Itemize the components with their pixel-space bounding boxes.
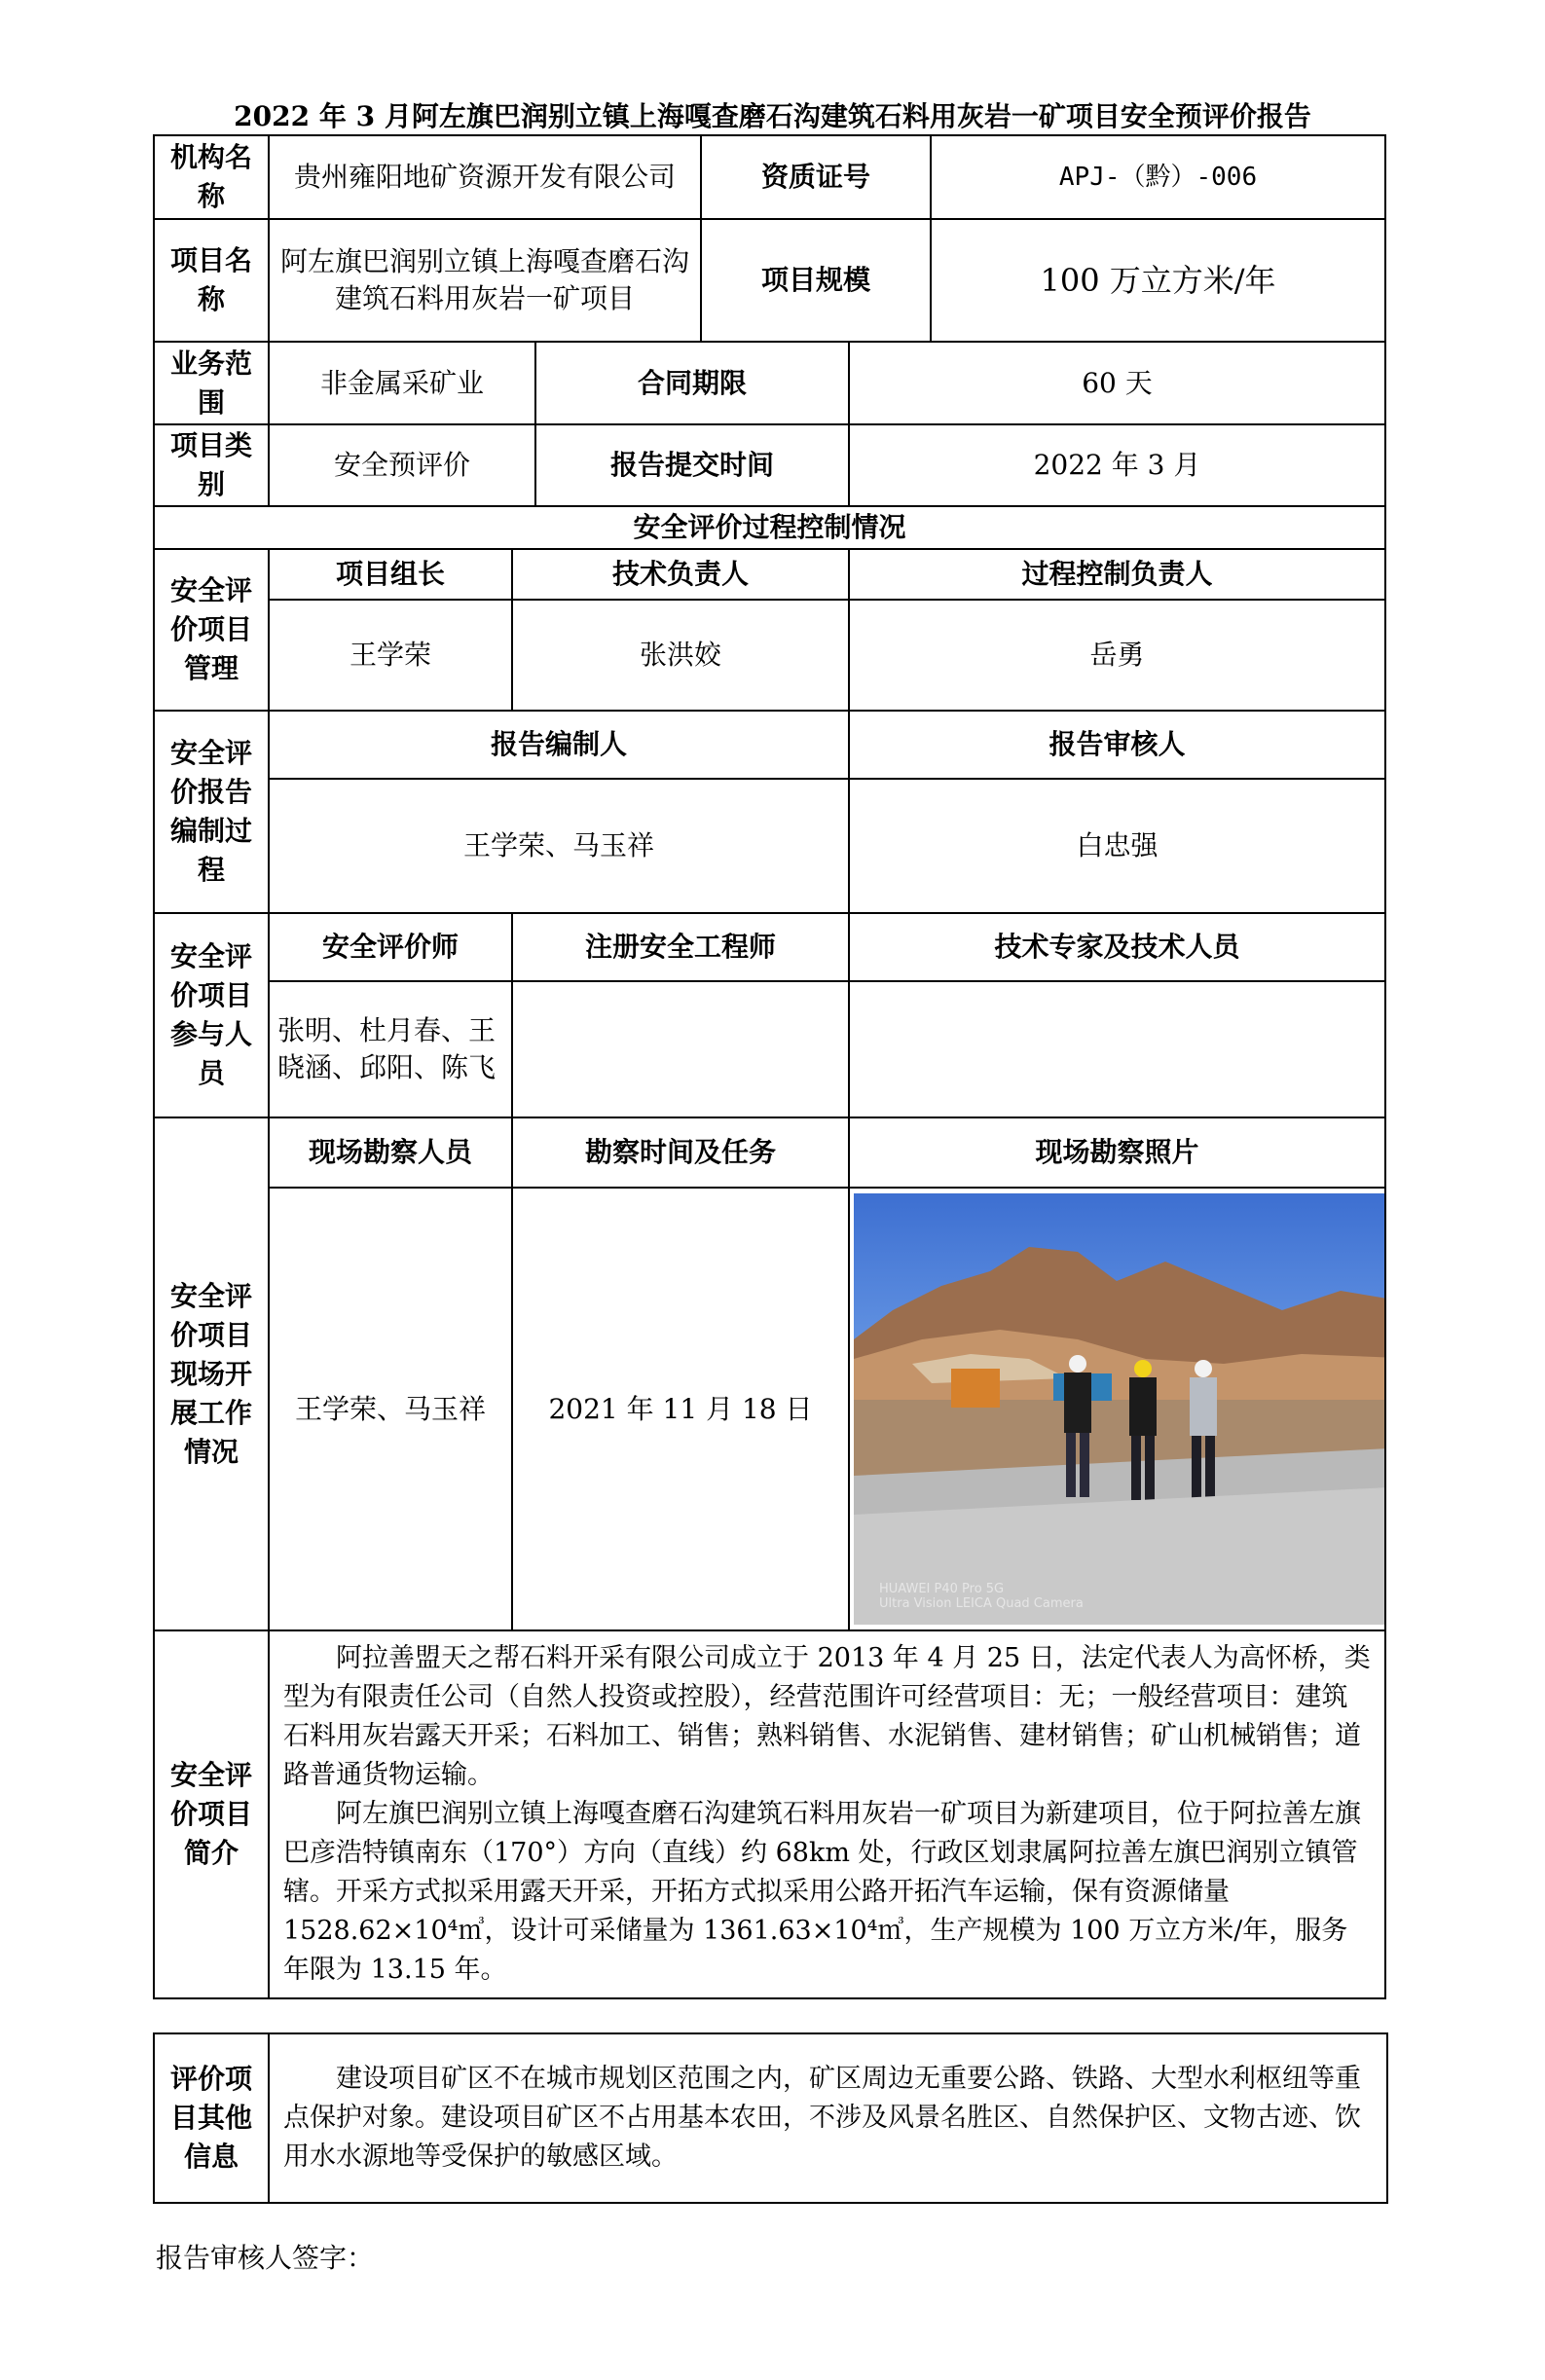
site-label: 安全评价项目现场开展工作情况 <box>154 1117 269 1630</box>
compile-label: 安全评价报告编制过程 <box>154 711 269 913</box>
intro-paragraph-2: 阿左旗巴润别立镇上海嘎查磨石沟建筑石料用灰岩一矿项目为新建项目，位于阿拉善左旗巴彦浩特镇南东（170°）方向（直线）约 68km 处，行政区划隶属阿拉善左旗巴润别立镇管辖。开采方式拟采用露天开采，开拓方式拟采用公路开拓汽车运输，保有资源储量 1528.62×10⁴㎥，设计可采储量为 1361.63×10⁴㎥，生产规模为 100 万立方米/年，服务年限为 13.15 年。 <box>283 1799 1361 1985</box>
contract-value: 60 天 <box>849 342 1385 424</box>
site-photo <box>854 1193 1385 1625</box>
submit-value: 2022 年 3 月 <box>849 424 1385 506</box>
process-header: 安全评价过程控制情况 <box>154 506 1385 549</box>
cert-label: 资质证号 <box>701 135 931 219</box>
compiler-label: 报告编制人 <box>269 711 849 779</box>
report-table <box>153 134 1386 1999</box>
scale-label: 项目规模 <box>701 219 931 342</box>
report-title: 2022 年 3 月阿左旗巴润别立镇上海嘎查磨石沟建筑石料用灰岩一矿项目安全预评价报告 <box>234 100 1311 132</box>
evaluators-value: 张明、杜月春、王晓涵、邱阳、陈飞 <box>269 981 512 1117</box>
experts-value <box>849 981 1385 1117</box>
photo-watermark <box>879 1582 1084 1611</box>
leader-value: 王学荣 <box>269 600 512 711</box>
category-label: 项目类别 <box>154 424 269 506</box>
cert-value: APJ-（黔）-006 <box>931 135 1385 219</box>
intro-text <box>269 1630 1385 1998</box>
org-label: 机构名称 <box>154 135 269 219</box>
contract-label: 合同期限 <box>535 342 849 424</box>
tech-value: 张洪姣 <box>512 600 849 711</box>
photo-watermark-line-2: Ultra Vision LEICA Quad Camera <box>879 1596 1084 1611</box>
evaluator-label: 安全评价师 <box>269 913 512 981</box>
intro-paragraph-1: 阿拉善盟天之帮石料开采有限公司成立于 2013 年 4 月 25 日，法定代表人为高怀桥，类型为有限责任公司（自然人投资或控股），经营范围许可经营项目：无；一般经营项目：建筑石料用灰岩露天开采；石料加工、销售；熟料销售、水泥销售、建材销售；矿山机械销售；道路普通货物运输。 <box>283 1643 1371 1790</box>
expert-label: 技术专家及技术人员 <box>849 913 1385 981</box>
site-photo-image <box>854 1193 1385 1625</box>
tech-label: 技术负责人 <box>512 549 849 600</box>
engineers-value <box>512 981 849 1117</box>
engineer-label: 注册安全工程师 <box>512 913 849 981</box>
intro-label: 安全评价项目简介 <box>154 1630 269 1998</box>
leader-label: 项目组长 <box>269 549 512 600</box>
participants-label: 安全评价项目参与人员 <box>154 913 269 1117</box>
site-photo-cell <box>849 1188 1385 1630</box>
staff-label: 现场勘察人员 <box>269 1117 512 1188</box>
category-value: 安全预评价 <box>269 424 535 506</box>
signature-label: 报告审核人签字： <box>156 2242 375 2274</box>
submit-label: 报告提交时间 <box>535 424 849 506</box>
process-value: 岳勇 <box>849 600 1385 711</box>
project-value: 阿左旗巴润别立镇上海嘎查磨石沟建筑石料用灰岩一矿项目 <box>269 219 701 342</box>
scale-value: 100 万立方米/年 <box>931 219 1385 342</box>
time-value: 2021 年 11 月 18 日 <box>512 1188 849 1630</box>
reviewer-value: 白忠强 <box>849 779 1385 913</box>
other-text: 建设项目矿区不在城市规划区范围之内，矿区周边无重要公路、铁路、大型水利枢纽等重点保护对象。建设项目矿区不占用基本农田，不涉及风景名胜区、自然保护区、文物古迹、饮用水水源地等受保护的敏感区域。 <box>269 2033 1387 2203</box>
process-label: 过程控制负责人 <box>849 549 1385 600</box>
staff-value: 王学荣、马玉祥 <box>269 1188 512 1630</box>
management-label: 安全评价项目管理 <box>154 549 269 711</box>
compiler-value: 王学荣、马玉祥 <box>269 779 849 913</box>
other-label: 评价项目其他信息 <box>154 2033 269 2203</box>
business-label: 业务范围 <box>154 342 269 424</box>
org-value: 贵州雍阳地矿资源开发有限公司 <box>269 135 701 219</box>
reviewer-label: 报告审核人 <box>849 711 1385 779</box>
business-value: 非金属采矿业 <box>269 342 535 424</box>
other-info-table <box>153 2032 1388 2204</box>
photo-label: 现场勘察照片 <box>849 1117 1385 1188</box>
time-label: 勘察时间及任务 <box>512 1117 849 1188</box>
photo-watermark-line-1: HUAWEI P40 Pro 5G <box>879 1582 1005 1596</box>
project-label: 项目名称 <box>154 219 269 342</box>
